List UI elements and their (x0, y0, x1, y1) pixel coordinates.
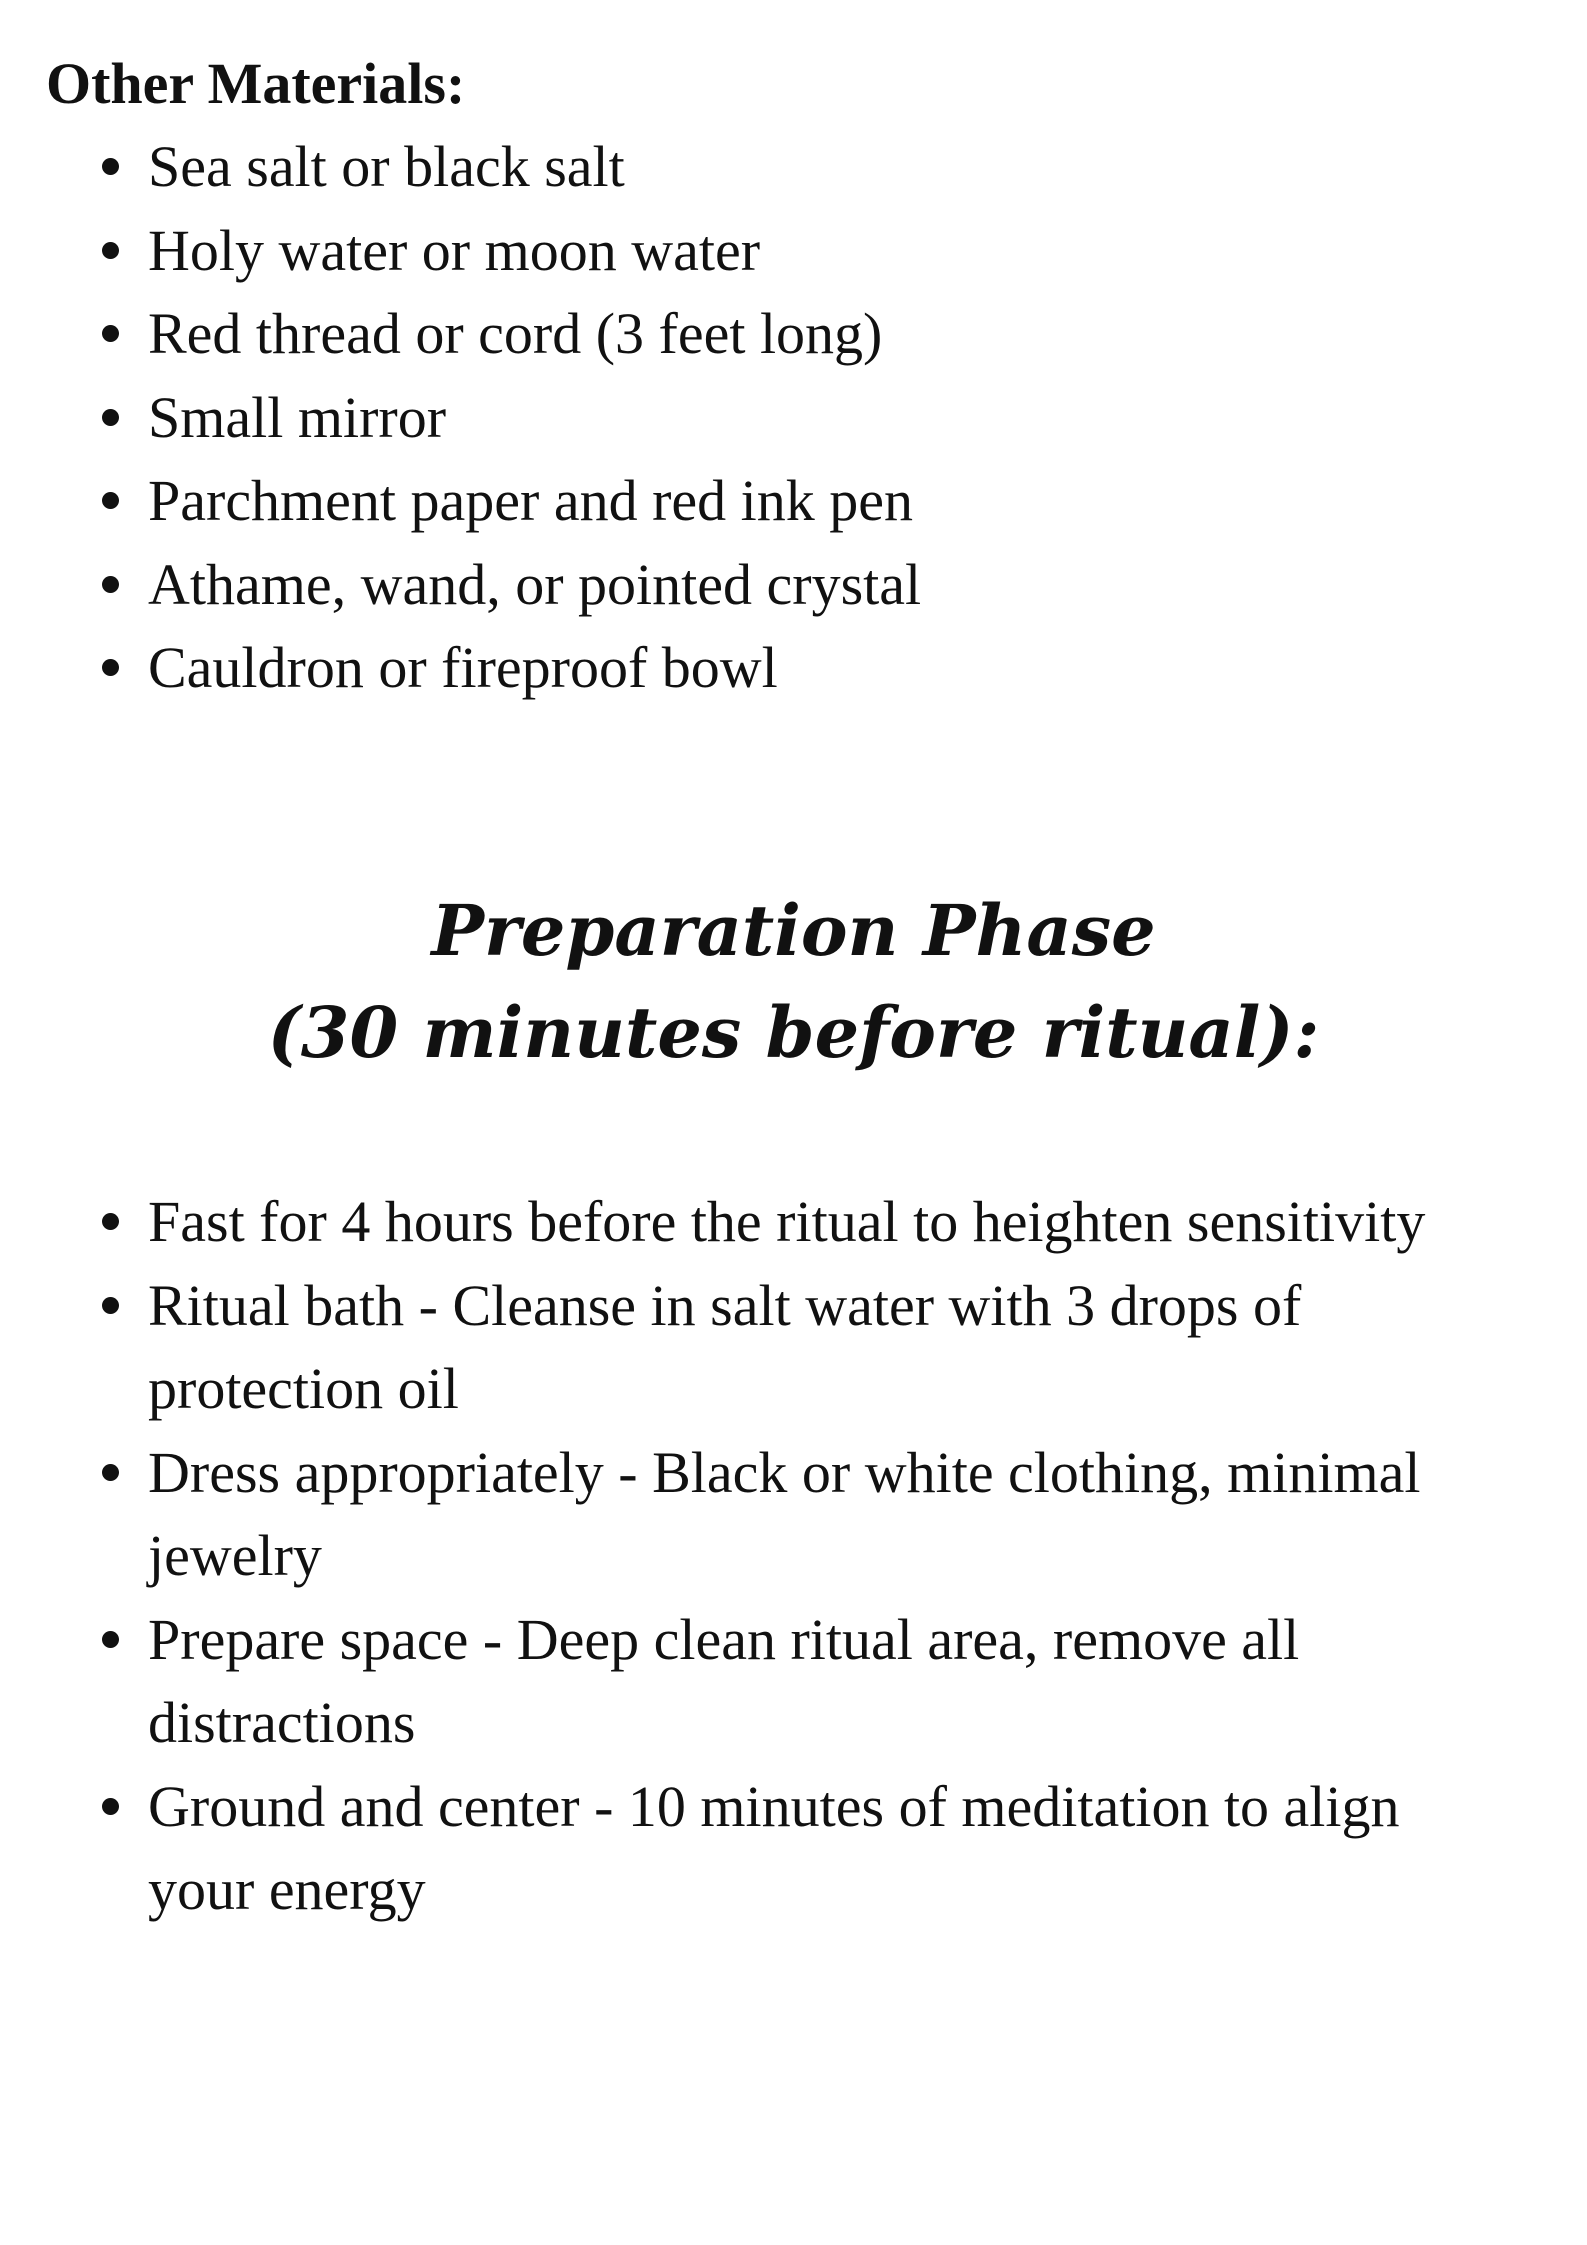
bullet-icon (102, 409, 119, 426)
bullet-icon (102, 1213, 119, 1230)
bullet-icon (102, 576, 119, 593)
bullet-icon (102, 1464, 119, 1481)
list-item (148, 626, 1508, 710)
bullet-icon (102, 158, 119, 175)
preparation-list (148, 1180, 1508, 1932)
list-item-text: Fast for 4 hours before the ritual to heighten sensitivity (148, 1189, 1426, 1254)
bullet-icon (102, 492, 119, 509)
list-item-text: Red thread or cord (3 feet long) (148, 301, 883, 366)
preparation-phase-title (0, 880, 1587, 1084)
list-item-text: Small mirror (148, 384, 447, 450)
bullet-icon (102, 1297, 119, 1314)
list-item (148, 459, 1508, 543)
bullet-icon (102, 659, 119, 676)
list-item-text: Sea salt or black salt (148, 134, 625, 199)
bullet-icon (102, 242, 119, 259)
list-item (148, 1264, 1508, 1431)
list-item-text: Prepare space - Deep clean ritual area, remove all distractions (148, 1606, 1300, 1755)
list-item (148, 376, 1508, 460)
list-item (148, 292, 1508, 376)
bullet-icon (102, 325, 119, 342)
list-item-text: Athame, wand, or pointed crystal (148, 551, 922, 617)
list-item-text: Cauldron or fireproof bowl (148, 635, 778, 700)
materials-heading: Other Materials: (46, 51, 466, 116)
bullet-icon (102, 1631, 119, 1648)
list-item (148, 1180, 1508, 1264)
list-item (148, 1598, 1508, 1765)
materials-list (148, 125, 1508, 710)
preparation-title-line-1: Preparation Phase (431, 889, 1156, 972)
list-item-text: Ritual bath - Cleanse in salt water with 3 drops of protection oil (148, 1272, 1302, 1421)
list-item (148, 209, 1508, 293)
list-item-text: Ground and center - 10 minutes of meditation to align your energy (148, 1773, 1400, 1922)
list-item (148, 125, 1508, 209)
list-item-text: Holy water or moon water (148, 217, 761, 283)
list-item-text: Parchment paper and red ink pen (148, 468, 913, 533)
bullet-icon (102, 1798, 119, 1815)
list-item (148, 1765, 1508, 1932)
preparation-title-line-2: (30 minutes before ritual): (267, 991, 1320, 1074)
list-item-text: Dress appropriately - Black or white clothing, minimal jewelry (148, 1439, 1421, 1588)
list-item (148, 543, 1508, 627)
list-item (148, 1431, 1508, 1598)
